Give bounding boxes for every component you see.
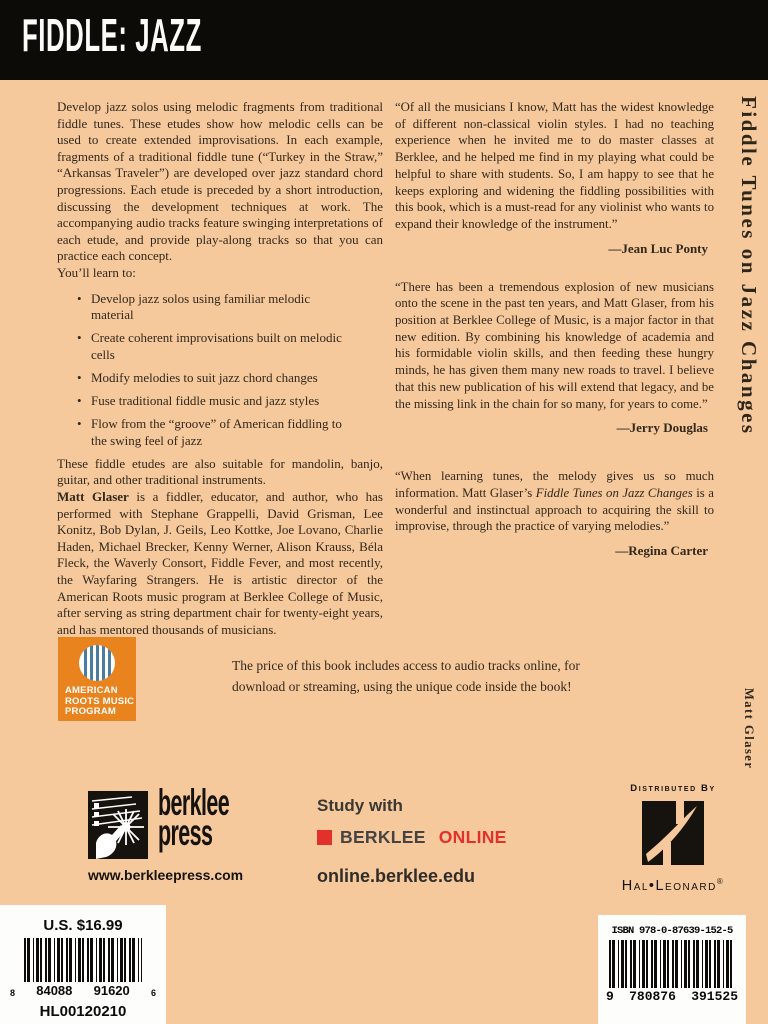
left-column (57, 99, 383, 638)
list-item: • Fuse traditional fiddle music and jazz styles (77, 393, 351, 410)
author-name: Matt Glaser (57, 488, 129, 504)
berklee-wordmark-dark: BERKLEE (340, 827, 426, 847)
quote-carter (395, 468, 714, 535)
page-title: FIDDLE: JAZZ (22, 9, 202, 61)
berklee-press-block (88, 782, 308, 891)
author-bio (57, 489, 383, 638)
quote-carter-post: is a wonderful and instinctual approach to acquiring the skill to improvise, through the practice of varying melodies.” (395, 485, 714, 534)
berklee-press-url: www.berkleepress.com (88, 867, 244, 883)
list-item: • Flow from the “groove” of American fiddling to the swing feel of jazz (77, 416, 351, 449)
intro-paragraph: Develop jazz solos using melodic fragments from traditional fiddle tunes. These etudes show how melodic cells can be used to create extended improvisations. In each example, fragments of a traditional fiddle tune (“Turkey in the Straw,” “Arkansas Traveler”) are developed over jazz standard chord progressions. Each etude is preceded by a short introduction, discussing the development techniques at work. The accompanying audio tracks feature swinging interpretations of each etude, and provide play-along tracks so that you can practice each concept. (57, 99, 383, 264)
armp-line: AMERICAN (65, 685, 118, 696)
ean-barcode-icon (609, 940, 735, 988)
upc-barcode-icon (24, 938, 142, 982)
audio-access-line: The price of this book includes access to audio tracks online, for (232, 658, 580, 673)
price-barcode-box (0, 905, 166, 1024)
berklee-online-block (317, 796, 507, 887)
american-roots-music-program-logo (58, 637, 136, 721)
armp-striped-circle-icon (78, 644, 116, 684)
berklee-online-url: online.berklee.edu (317, 866, 476, 886)
berklee-press-word: press (158, 812, 213, 853)
learn-heading: You’ll learn to: (57, 264, 136, 280)
isbn-barcode-box (598, 915, 746, 1024)
armp-line: ROOTS MUSIC (65, 695, 135, 707)
ean-digits (606, 989, 738, 1004)
upc-digit: 84088 (36, 983, 73, 998)
audio-access-note (232, 655, 580, 697)
registered-mark: ® (716, 877, 725, 886)
hal-leonard-name: Hal•Leonard (621, 877, 717, 894)
ean-digit: 780876 (629, 989, 676, 1004)
distributor-block (599, 783, 747, 894)
isbn-label: ISBN 978-0-87639-152-5 (611, 925, 733, 937)
quote-carter-attribution: —Regina Carter (615, 543, 708, 559)
suitable-paragraph: These fiddle etudes are also suitable for mandolin, banjo, guitar, and other traditional instruments. (57, 455, 383, 488)
quote-carter-pre: “When learning tunes, the melody gives us so much information. Matt Glaser’s (395, 469, 714, 500)
berklee-online-wordmark (317, 827, 507, 848)
upc-digit: 6 (150, 988, 156, 998)
list-item: • Develop jazz solos using familiar melodic material (77, 291, 351, 324)
header-bar (0, 0, 768, 80)
distributed-by-label: Distributed By (630, 783, 716, 794)
quote-douglas: “There has been a tremendous explosion of new musicians onto the scene in the past ten years, and Matt Glaser, from his position at Berklee College of Music, is a major factor in that new edition. By combining his knowledge of academia and his formidable violin skills, and then feeding these hungry minds, he has given them many new roads to travel. I believe that this new publication of his will extend that legacy, and be the missing link in the chain for so many, for years to come.” (395, 279, 714, 411)
right-column (395, 99, 714, 559)
price-label: U.S. $16.99 (43, 917, 123, 934)
learn-bullet-list (57, 291, 383, 450)
ean-digit: 391525 (691, 989, 738, 1004)
berklee-press-word: berklee (158, 782, 230, 823)
upc-digits (10, 983, 156, 998)
spine-book-title: Fiddle Tunes on Jazz Changes (737, 96, 761, 436)
spine-author-name: Matt Glaser (742, 688, 756, 770)
author-bio-text: is a fiddler, educator, and author, who has performed with Stephane Grappelli, David Grisman, Lee Konitz, Bob Dylan, J. Geils, Leo Kottke, Joe Lovano, Charlie Haden, Michael Brecker, Kenny Werner, Alison Krauss, Béla Fleck, the Waverly Consort, Fiddle Fever, and most recently, the Wayfaring Strangers. He is artistic director of the American Roots music program at Berklee College of Music, after serving as string department chair for twenty-eight years, and has mentored thousands of musicians. (57, 488, 383, 637)
hal-leonard-logo (642, 801, 704, 865)
online-wordmark-red: ONLINE (438, 827, 507, 847)
upc-digit: 8 (10, 988, 16, 998)
berklee-press-logo (88, 791, 148, 859)
hal-leonard-wordmark (599, 877, 747, 894)
quote-ponty: “Of all the musicians I know, Matt has the widest knowledge of different non-classical violin styles. I had no teaching experience when he invited me to do master classes at Berklee, and he helped me find in my playing what could be helpful to share with students. So, I am happy to see that he keeps exploring and widening the fiddling possibilities with this book, which is a must-read for any violinist who wants to expand their knowledge of the instrument.” (395, 100, 714, 231)
quote-ponty-attribution: —Jean Luc Ponty (608, 240, 708, 256)
berklee-press-wordmark (158, 782, 230, 853)
hl-catalog-number: HL00120210 (39, 1003, 127, 1020)
list-item: • Modify melodies to suit jazz chord changes (77, 370, 351, 387)
audio-access-line: download or streaming, using the unique code inside the book! (232, 679, 572, 694)
armp-line: PROGRAM (65, 706, 117, 718)
ean-digit: 9 (606, 989, 614, 1004)
quote-douglas-attribution: —Jerry Douglas (616, 420, 708, 436)
red-square-icon (317, 830, 332, 845)
book-title-italic: Fiddle Tunes on Jazz Changes (535, 485, 693, 500)
armp-logo-text (65, 686, 134, 718)
list-item: • Create coherent improvisations built on melodic cells (77, 330, 351, 363)
upc-digit: 91620 (93, 983, 130, 998)
study-with-label: Study with (317, 796, 403, 815)
